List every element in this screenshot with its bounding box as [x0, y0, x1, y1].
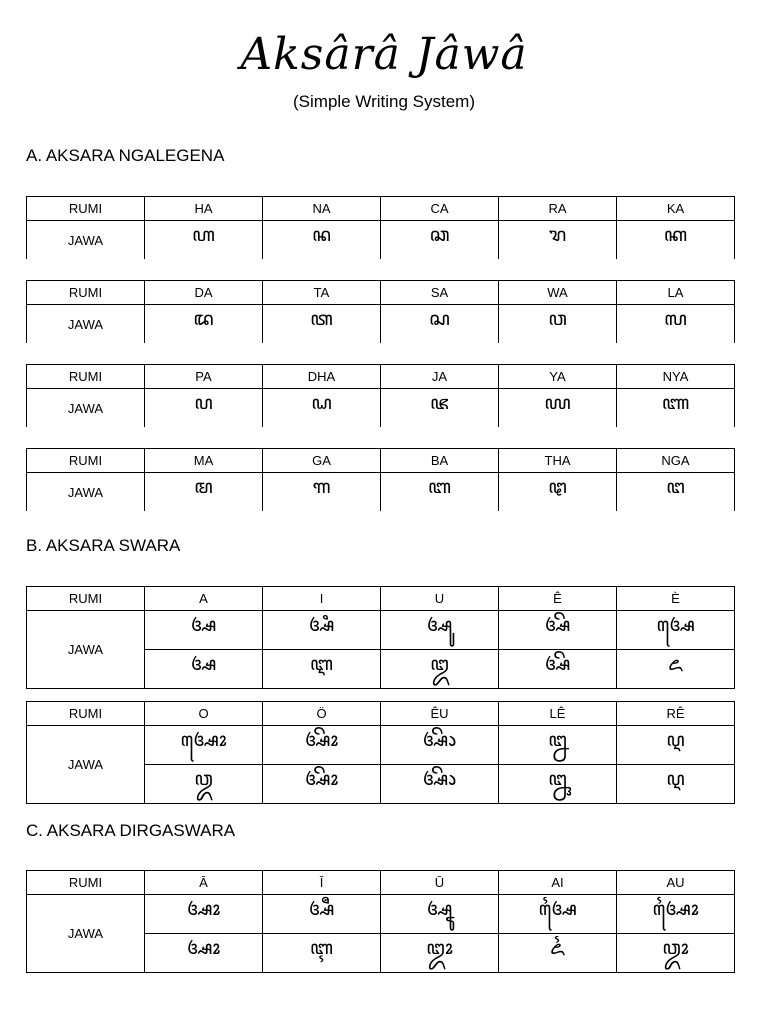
rumi-cell: RA [499, 197, 617, 221]
jawa-glyph: ꦄꦴ [145, 934, 263, 973]
rumi-cell: Ā [145, 871, 263, 895]
jawa-glyph: ꦄꦻ [499, 895, 617, 934]
rumi-cell: O [145, 702, 263, 726]
jawa-glyph: ꦗ [381, 389, 499, 428]
rumi-cell: Ê [499, 587, 617, 611]
page-subtitle: (Simple Writing System) [293, 92, 475, 111]
rumi-cell: È [617, 587, 735, 611]
rumi-cell: AI [499, 871, 617, 895]
jawa-glyph: ꦕ [381, 221, 499, 260]
rumi-cell: MA [145, 449, 263, 473]
rumi-cell: A [145, 587, 263, 611]
rumi-cell: HA [145, 197, 263, 221]
ngalegena-table-3 [26, 364, 735, 427]
rumi-cell: NGA [617, 449, 735, 473]
jawa-glyph: ꦉ [617, 726, 735, 765]
jawa-glyph: ꦧ [381, 473, 499, 512]
jawa-glyph: ꦏ [617, 221, 735, 260]
ngalegena-table-2 [26, 280, 735, 343]
jawa-glyph: ꦢ [145, 305, 263, 344]
jawa-glyph: ꦄꦴ [145, 895, 263, 934]
row-label-jawa: JAWA [27, 305, 145, 344]
row-label-jawa: JAWA [27, 726, 145, 804]
jawa-glyph: ꦎꦴ [617, 934, 735, 973]
jawa-glyph: ꦥ [145, 389, 263, 428]
jawa-glyph: ꦈꦴ [381, 934, 499, 973]
rumi-cell: CA [381, 197, 499, 221]
row-label-rumi: RUMI [27, 702, 145, 726]
rumi-cell: SA [381, 281, 499, 305]
swara-table-2 [26, 701, 735, 804]
rumi-cell: BA [381, 449, 499, 473]
jawa-glyph: ꦄꦺ [617, 611, 735, 650]
rumi-cell: GA [263, 449, 381, 473]
rumi-cell: KA [617, 197, 735, 221]
jawa-glyph: ꦄꦷ [263, 895, 381, 934]
page-title: Aksârâ Jâwâ [240, 29, 528, 80]
rumi-cell: AU [617, 871, 735, 895]
jawa-glyph: ꦄꦼꦴ [263, 726, 381, 765]
jawa-glyph: ꦄꦸ [381, 611, 499, 650]
jawa-glyph: ꦄ [145, 611, 263, 650]
row-label-rumi: RUMI [27, 197, 145, 221]
row-label-jawa: JAWA [27, 221, 145, 260]
jawa-glyph: ꦄꦺꦴ [145, 726, 263, 765]
jawa-glyph: ꦄ [145, 650, 263, 689]
jawa-glyph: ꦱ [381, 305, 499, 344]
jawa-glyph: ꦄꦼ [499, 611, 617, 650]
rumi-cell: TA [263, 281, 381, 305]
jawa-glyph: ꦇ [263, 934, 381, 973]
section-a-heading: A. AKSARA NGALEGENA [26, 146, 225, 165]
rumi-cell: Ī [263, 871, 381, 895]
section-c-heading: C. AKSARA DIRGASWARA [26, 821, 236, 840]
jawa-glyph: ꦄꦹ [381, 895, 499, 934]
jawa-glyph: ꦪ [499, 389, 617, 428]
jawa-glyph: ꦝ [263, 389, 381, 428]
rumi-cell: I [263, 587, 381, 611]
jawa-glyph: ꦄꦼ [499, 650, 617, 689]
jawa-glyph: ꦄꦼꦵ [381, 765, 499, 804]
jawa-glyph: ꦛ [499, 473, 617, 512]
jawa-glyph: ꦔ [617, 473, 735, 512]
rumi-cell: LA [617, 281, 735, 305]
rumi-cell: DHA [263, 365, 381, 389]
jawa-glyph: ꦄꦼꦴ [263, 765, 381, 804]
jawa-glyph: ꦠ [263, 305, 381, 344]
jawa-glyph: ꦭ [617, 305, 735, 344]
row-label-rumi: RUMI [27, 587, 145, 611]
row-label-rumi: RUMI [27, 281, 145, 305]
rumi-cell: DA [145, 281, 263, 305]
jawa-glyph: ꦒ [263, 473, 381, 512]
jawa-glyph: ꦚ [617, 389, 735, 428]
jawa-glyph: ꦩ [145, 473, 263, 512]
rumi-cell: YA [499, 365, 617, 389]
rumi-cell: PA [145, 365, 263, 389]
jawa-glyph: ꦲ [145, 221, 263, 260]
rumi-cell: NA [263, 197, 381, 221]
row-label-rumi: RUMI [27, 365, 145, 389]
jawa-glyph: ꦈ [381, 650, 499, 689]
rumi-cell: THA [499, 449, 617, 473]
jawa-glyph: ꦮ [499, 305, 617, 344]
rumi-cell: Ū [381, 871, 499, 895]
jawa-glyph: ꦊ [499, 726, 617, 765]
jawa-glyph: ꦉ [617, 765, 735, 804]
jawa-glyph: ꦍ [499, 934, 617, 973]
jawa-glyph: ꦌ [617, 650, 735, 689]
ngalegena-table-4 [26, 448, 735, 511]
row-label-jawa: JAWA [27, 473, 145, 512]
rumi-cell: WA [499, 281, 617, 305]
row-label-jawa: JAWA [27, 895, 145, 973]
rumi-cell: Ö [263, 702, 381, 726]
row-label-rumi: RUMI [27, 449, 145, 473]
rumi-cell: RÊ [617, 702, 735, 726]
row-label-jawa: JAWA [27, 389, 145, 428]
rumi-cell: U [381, 587, 499, 611]
rumi-cell: LÊ [499, 702, 617, 726]
row-label-rumi: RUMI [27, 871, 145, 895]
row-label-jawa: JAWA [27, 611, 145, 689]
ngalegena-table-1 [26, 196, 735, 259]
jawa-glyph: ꦋ [499, 765, 617, 804]
swara-table-1 [26, 586, 735, 689]
rumi-cell: JA [381, 365, 499, 389]
jawa-glyph: ꦄꦻꦴ [617, 895, 735, 934]
jawa-glyph: ꦄꦶ [263, 611, 381, 650]
rumi-cell: NYA [617, 365, 735, 389]
jawa-glyph: ꦆ [263, 650, 381, 689]
jawa-glyph: ꦤ [263, 221, 381, 260]
rumi-cell: ÊU [381, 702, 499, 726]
jawa-glyph: ꦄꦼꦵ [381, 726, 499, 765]
section-b-heading: B. AKSARA SWARA [26, 536, 181, 555]
jawa-glyph: ꦎ [145, 765, 263, 804]
jawa-glyph: ꦫ [499, 221, 617, 260]
dirgaswara-table [26, 870, 735, 973]
